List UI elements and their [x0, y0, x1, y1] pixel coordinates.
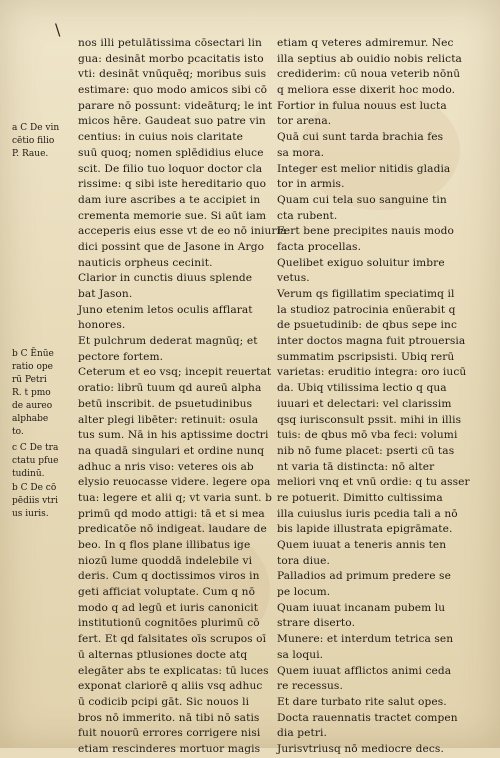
- text-line: fuit nouorū errores corrigere nisi: [78, 727, 261, 740]
- text-line: honores.: [78, 319, 126, 332]
- text-line: Fortior in fulua nouus est lucta: [277, 99, 447, 112]
- text-line: nauticis orpheus cecinit.: [78, 256, 213, 269]
- text-line: deris. Cum q doctissimos viros in: [78, 570, 260, 583]
- text-line: parare nō possunt: videāturq; le int: [78, 99, 273, 112]
- text-line: bis lapide illustrata epigrāmate.: [277, 523, 453, 536]
- text-line: beo. In q flos plane illibatus ige: [78, 539, 251, 551]
- text-line: strare diserto.: [277, 617, 356, 630]
- text-line: Fert bene precipites nauis modo: [277, 225, 455, 238]
- text-line: summatim pscripsisti. Ubiq rerū: [277, 350, 455, 363]
- text-line: alter plegi libēter: retinuit: osula: [78, 413, 259, 426]
- text-line: primū qd modo attigi: tā et si mea: [78, 507, 265, 520]
- text-line: vti: desināt vnūquēq; moribus suis: [78, 68, 267, 81]
- text-line: sa mora.: [277, 146, 325, 159]
- text-line: modo q ad legū et iuris canonicit: [78, 601, 259, 614]
- margin-note-compendiis: [12, 482, 76, 521]
- text-line: da. Ubiq vtilissima lectio q qua: [277, 382, 447, 395]
- text-line: cta rubent.: [277, 209, 338, 222]
- text-line: acceperis eius esse vt de eo nō iniuria: [78, 225, 287, 238]
- margin-note-line: de aureo: [12, 401, 53, 411]
- margin-note-line: P. Raue.: [12, 149, 49, 159]
- text-line: suū quoq; nomen splēdidius eluce: [78, 146, 264, 159]
- text-line: adhuc a nris viso: veteres ois ab: [78, 460, 254, 473]
- margin-note-line: to.: [12, 427, 24, 437]
- margin-note-line: R. t pmo: [12, 388, 51, 398]
- text-line: micos hēre. Gaudeat suo patre vin: [78, 115, 266, 128]
- text-line: tor in armis.: [277, 178, 345, 191]
- text-line: Integer est melior nitidis gladia: [277, 162, 451, 175]
- text-line: illa cuiuslus iuris pcedia tali a nō: [277, 507, 458, 520]
- text-line: Munere: et interdum tetrica sen: [277, 633, 454, 646]
- text-line: dam iure ascribes a te accipiet in: [78, 193, 261, 206]
- text-line: nib nō fume placet: pserti cū tas: [277, 444, 455, 457]
- text-line: crediderim: cū noua veterib nōnū: [277, 68, 461, 81]
- text-line: Quelibet exiguo soluitur imbre: [277, 256, 445, 269]
- text-line: Juno etenim letos oculis afflarat: [78, 303, 253, 316]
- text-line: dia petri.: [277, 727, 327, 740]
- text-line: etiam q veteres admiremur. Nec: [277, 37, 454, 49]
- text-line: varietas: eruditio integra: oro iucū: [277, 366, 467, 379]
- text-line: Quem iuuat a teneris annis ten: [277, 539, 447, 551]
- text-line: ū codicib pcipi gāt. Sic nouos li: [78, 695, 250, 708]
- text-line: Quem iuuat afflictos animi ceda: [277, 664, 452, 677]
- text-line: bros nō immerito. nā tibi nō satis: [78, 711, 260, 724]
- text-line: Clarior in cunctis diuus splende: [78, 272, 253, 285]
- text-line: Quam iuuat incanam pubem lu: [277, 601, 446, 614]
- text-line: elysio reuocasse videre. legere opa: [78, 476, 271, 489]
- text-line: geti afficiat voluptate. Cum q nō: [78, 586, 256, 599]
- margin-note-line: cētio filio: [12, 136, 55, 146]
- text-line: exponat clariorē q aliis vsq adhuc: [78, 680, 263, 693]
- text-line: re recessus.: [277, 680, 343, 693]
- text-line: dici possint que de Jasone in Argo: [78, 240, 265, 253]
- text-line: iuuari et delectari: vel clarissim: [277, 397, 452, 410]
- text-line: Docta rauennatis tractet compen: [277, 711, 458, 724]
- text-line: etiam rescinderes mortuor magis: [78, 742, 261, 755]
- text-line: sa loqui.: [277, 648, 324, 661]
- text-line: estimare: quo modo amicos sibi cō: [78, 84, 268, 97]
- text-line: tor arena.: [277, 115, 332, 128]
- margin-note-line: b C De cō: [12, 483, 57, 493]
- text-line: Quā cui sunt tarda brachia fes: [277, 131, 444, 144]
- margin-note-line: us iuris.: [12, 509, 49, 519]
- text-line: tuis: de qbus mō vba feci: volumi: [277, 429, 458, 442]
- text-line: Et dare turbato rite salut opes.: [277, 695, 447, 708]
- text-line: na quadā singulari et ordine nunq: [78, 444, 265, 457]
- text-line: q meliora esse dixerit hoc modo.: [277, 84, 456, 97]
- text-line: niozū lume quoddā indelebile vi: [78, 554, 253, 567]
- text-line: nos illi petulātissima cōsectari lin: [78, 37, 262, 49]
- page-mark: \: [55, 20, 61, 39]
- margin-note-vincentio: [12, 122, 76, 161]
- text-line: Jurisvtriusq nō mediocre decs.: [277, 742, 444, 755]
- text-line: Et pulchrum dederat magnūq; et: [78, 335, 258, 348]
- text-line: qsq iurisconsult pssit. mihi in illis: [277, 413, 462, 426]
- text-line: centius: in cuius nois claritate: [78, 131, 243, 144]
- margin-note-line: pēdiis vtri: [12, 496, 58, 506]
- text-line: crementa memorie sue. Si aūt iam: [78, 209, 267, 222]
- margin-note-line: ctatu pfue: [12, 456, 59, 466]
- text-line: predicatōe nō indigeat. laudare de: [78, 523, 267, 536]
- text-line: ū alternas ptlusiones docte atq: [78, 648, 248, 661]
- text-line: tora diue.: [277, 554, 331, 567]
- text-line: facta procellas.: [277, 240, 362, 253]
- text-column-left: [78, 36, 287, 758]
- text-line: elegāter abs te explicatas: tū luces: [78, 664, 269, 677]
- margin-note-line: a C De vin: [12, 123, 60, 133]
- text-line: bat Jason.: [78, 288, 133, 300]
- text-line: pectore fortem.: [78, 350, 164, 363]
- text-line: Quam cui tela suo sanguine tin: [277, 193, 447, 206]
- text-line: re potuerit. Dimitto cultissima: [277, 491, 443, 504]
- margin-note-line: c C De tra: [12, 443, 59, 453]
- text-line: tua: legere et alii q; vt varia sunt. b: [78, 491, 273, 504]
- text-line: la studioz patrocinia enūerabit q: [277, 303, 456, 316]
- text-line: oratio: librū tuum qd aureū alpha: [78, 382, 262, 395]
- text-line: fert. Et qd falsitates oīs scrupos oī: [78, 633, 267, 646]
- margin-note-enumeratio: [12, 348, 76, 439]
- text-line: Verum qs figillatim speciatimq il: [277, 288, 455, 300]
- margin-note-line: tudinū.: [12, 469, 45, 479]
- text-line: nt varia tā distincta: nō alter: [277, 460, 435, 473]
- margin-note-line: ratio ope: [12, 362, 53, 372]
- text-line: vetus.: [277, 272, 310, 285]
- text-line: Palladios ad primum predere se: [277, 570, 451, 583]
- text-line: pe locum.: [277, 586, 331, 599]
- text-line: rissime: q sibi iste hereditario quo: [78, 178, 267, 191]
- text-line: inter doctos magna fuit ptrouersia: [277, 335, 466, 348]
- margin-note-line: alphabe: [12, 414, 49, 424]
- text-line: illa septius ab ouidio nobis relicta: [277, 52, 462, 65]
- text-line: meliori vnq et vnū ordie: q tu asser: [277, 476, 470, 489]
- text-line: de psuetudinib: de qbus sepe inc: [277, 319, 457, 332]
- text-line: scit. De filio tuo loquor doctor cla: [78, 162, 263, 175]
- text-column-right: [277, 36, 489, 758]
- text-line: betū inscribit. de psuetudinibus: [78, 397, 253, 410]
- margin-note-tractatu: [12, 442, 76, 481]
- text-line: Ceterum et eo vsq; incepit reuertat: [78, 366, 272, 379]
- text-line: institutionū cognitōes plurimū cō: [78, 617, 260, 630]
- text-line: tus sum. Nā in his aptissime doctri: [78, 429, 269, 442]
- margin-note-line: rū Petri: [12, 375, 47, 385]
- text-line: gua: desināt morbo pcacitatis isto: [78, 52, 264, 65]
- margin-note-line: b C Ēnūe: [12, 349, 54, 359]
